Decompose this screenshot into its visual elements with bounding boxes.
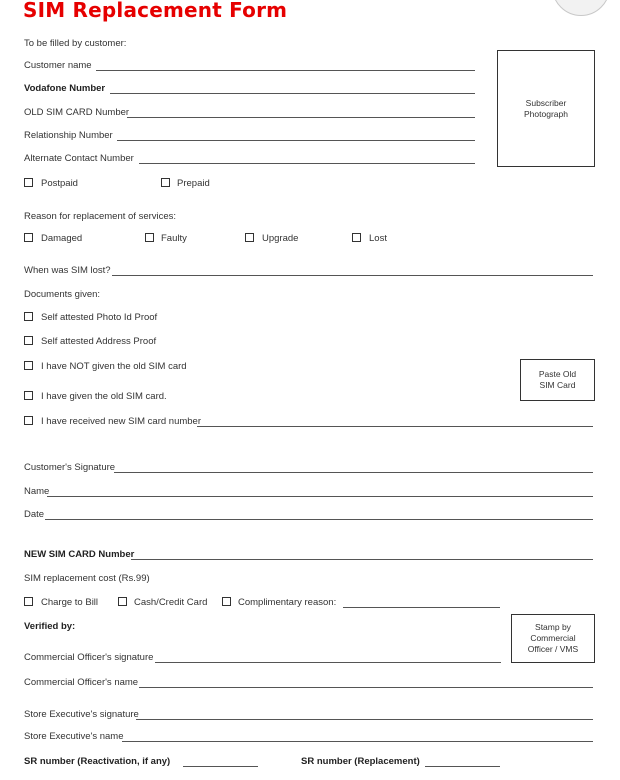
co-signature-field[interactable] <box>155 662 501 663</box>
new-sim-field[interactable] <box>131 559 593 560</box>
customer-name-field[interactable] <box>96 70 475 71</box>
replacement-cost-label: SIM replacement cost (Rs.99) <box>24 573 150 584</box>
old-sim-label: OLD SIM CARD Number <box>24 107 130 118</box>
documents-heading: Documents given: <box>24 289 101 300</box>
se-signature-field[interactable] <box>136 719 593 720</box>
relationship-number-field[interactable] <box>117 140 475 141</box>
name-field[interactable] <box>47 496 593 497</box>
se-name-label: Store Executive's name <box>24 731 124 742</box>
vodafone-number-label: Vodafone Number <box>24 83 106 94</box>
upgrade-checkbox[interactable] <box>245 233 254 242</box>
stamp-box: Stamp by Commercial Officer / VMS <box>511 614 595 663</box>
when-lost-label: When was SIM lost? <box>24 265 111 276</box>
customer-signature-field[interactable] <box>114 472 593 473</box>
verified-by-label: Verified by: <box>24 621 76 632</box>
damaged-label: Damaged <box>41 233 83 244</box>
complimentary-checkbox[interactable] <box>222 597 231 606</box>
complimentary-reason-field[interactable] <box>343 607 500 608</box>
postpaid-label: Postpaid <box>41 178 78 189</box>
address-proof-checkbox[interactable] <box>24 336 33 345</box>
faulty-label: Faulty <box>161 233 187 244</box>
customer-name-label: Customer name <box>24 60 92 71</box>
reason-heading: Reason for replacement of services: <box>24 211 177 222</box>
not-given-old-sim-label: I have NOT given the old SIM card <box>41 361 187 372</box>
when-lost-field[interactable] <box>112 275 593 276</box>
name-label: Name <box>24 486 50 497</box>
paste-old-sim-box: Paste Old SIM Card <box>520 359 595 401</box>
prepaid-checkbox[interactable] <box>161 178 170 187</box>
customer-signature-label: Customer's Signature <box>24 462 116 473</box>
cash-credit-card-label: Cash/Credit Card <box>134 597 208 608</box>
new-sim-label: NEW SIM CARD Number <box>24 549 135 560</box>
intro-text: To be filled by customer: <box>24 38 127 49</box>
co-name-field[interactable] <box>139 687 593 688</box>
sr-replacement-field[interactable] <box>425 766 500 767</box>
subscriber-photo-box: Subscriber Photograph <box>497 50 595 167</box>
se-signature-label: Store Executive's signature <box>24 709 139 720</box>
prepaid-label: Prepaid <box>177 178 210 189</box>
photo-id-label: Self attested Photo Id Proof <box>41 312 158 323</box>
photo-id-checkbox[interactable] <box>24 312 33 321</box>
faulty-checkbox[interactable] <box>145 233 154 242</box>
co-name-label: Commercial Officer's name <box>24 677 139 688</box>
received-new-sim-field[interactable] <box>197 426 593 427</box>
vodafone-number-field[interactable] <box>110 93 475 94</box>
date-field[interactable] <box>45 519 593 520</box>
damaged-checkbox[interactable] <box>24 233 33 242</box>
form-title: SIM Replacement Form <box>23 0 288 22</box>
lost-label: Lost <box>369 233 387 244</box>
complimentary-label: Complimentary reason: <box>238 597 337 608</box>
se-name-field[interactable] <box>122 741 593 742</box>
relationship-number-label: Relationship Number <box>24 130 113 141</box>
given-old-sim-label: I have given the old SIM card. <box>41 391 167 402</box>
sr-replacement-label: SR number (Replacement) <box>301 756 420 767</box>
old-sim-field[interactable] <box>127 117 475 118</box>
cash-credit-card-checkbox[interactable] <box>118 597 127 606</box>
postpaid-checkbox[interactable] <box>24 178 33 187</box>
not-given-old-sim-checkbox[interactable] <box>24 361 33 370</box>
sr-reactivation-label: SR number (Reactivation, if any) <box>24 756 171 767</box>
alternate-contact-label: Alternate Contact Number <box>24 153 134 164</box>
date-label: Date <box>24 509 45 520</box>
lost-checkbox[interactable] <box>352 233 361 242</box>
alternate-contact-field[interactable] <box>139 163 475 164</box>
charge-to-bill-label: Charge to Bill <box>41 597 99 608</box>
upgrade-label: Upgrade <box>262 233 299 244</box>
charge-to-bill-checkbox[interactable] <box>24 597 33 606</box>
received-new-sim-label: I have received new SIM card number <box>41 416 201 427</box>
brand-logo-icon <box>552 0 610 16</box>
co-signature-label: Commercial Officer's signature <box>24 652 154 663</box>
sr-reactivation-field[interactable] <box>183 766 258 767</box>
given-old-sim-checkbox[interactable] <box>24 391 33 400</box>
received-new-sim-checkbox[interactable] <box>24 416 33 425</box>
address-proof-label: Self attested Address Proof <box>41 336 157 347</box>
